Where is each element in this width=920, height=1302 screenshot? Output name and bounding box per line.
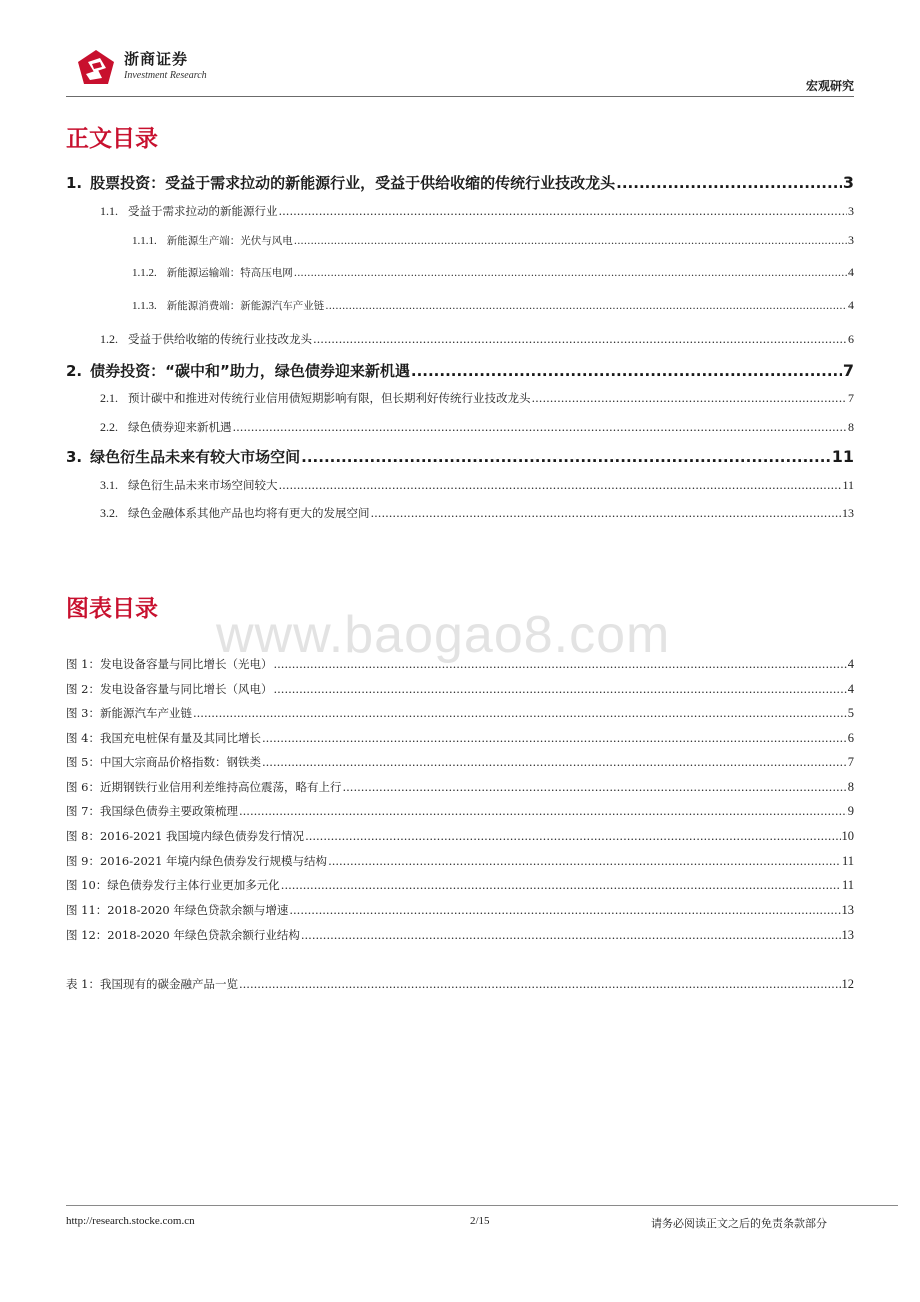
figure-page: 7 xyxy=(847,755,854,769)
toc-entry[interactable] xyxy=(100,203,854,219)
toc-entry[interactable] xyxy=(66,360,854,381)
toc-leader-dots xyxy=(325,300,847,312)
toc-entry-text: 绿色衍生品未来市场空间较大 xyxy=(128,478,278,492)
figure-text: 2018-2020 年绿色贷款余额与增速 xyxy=(107,903,289,917)
toc-entry-page: 6 xyxy=(848,332,854,346)
footer-disclaimer: 请务必阅读正文之后的免责条款部分 xyxy=(651,1217,827,1230)
toc-entry-page: 4 xyxy=(848,298,854,312)
toc-entry-number: 2. xyxy=(66,362,83,380)
figure-entry[interactable] xyxy=(66,779,854,795)
toc-entry-number: 1.1.1. xyxy=(132,235,157,247)
toc-entry-page: 3 xyxy=(842,173,854,192)
toc-entry[interactable] xyxy=(132,233,854,248)
figure-label: 图 12： xyxy=(66,928,108,942)
figure-text: 发电设备容量与同比增长（光电） xyxy=(99,657,273,671)
toc-entry[interactable] xyxy=(132,298,854,313)
table-entry[interactable] xyxy=(66,976,854,992)
figure-entry[interactable] xyxy=(66,705,854,721)
figure-page: 6 xyxy=(847,731,854,745)
figure-leader-dots xyxy=(262,755,847,769)
toc-entry-page: 3 xyxy=(848,204,854,218)
footer-divider xyxy=(66,1205,898,1206)
toc-entry-text: 债券投资：“碳中和”助力，绿色债券迎来新机遇 xyxy=(90,362,410,380)
figure-text: 绿色债券发行主体行业更加多元化 xyxy=(107,878,280,892)
figure-label: 图 3： xyxy=(66,706,100,720)
toc-entry-page: 8 xyxy=(848,420,854,434)
figure-label: 图 9： xyxy=(66,854,100,868)
figure-label: 图 2： xyxy=(66,682,100,696)
figure-text: 新能源汽车产业链 xyxy=(99,706,192,720)
toc-entry[interactable] xyxy=(100,331,854,347)
toc-entry[interactable] xyxy=(66,172,854,193)
toc-entry-number: 1.2. xyxy=(100,332,118,346)
figure-page: 10 xyxy=(841,829,854,843)
figure-page: 4 xyxy=(847,657,854,671)
toc-entry-page: 7 xyxy=(848,391,854,405)
table-text: 我国现有的碳金融产品一览 xyxy=(99,977,238,991)
table-page: 12 xyxy=(841,977,854,991)
figure-page: 4 xyxy=(847,682,854,696)
toc-entry-page: 7 xyxy=(842,361,854,380)
toc-leader-dots xyxy=(233,420,848,434)
figure-text: 2016-2021 我国境内绿色债券发行情况 xyxy=(99,829,305,843)
figure-entry[interactable] xyxy=(66,730,854,746)
toc-entry-text: 新能源消费端：新能源汽车产业链 xyxy=(166,300,325,312)
figure-entry[interactable] xyxy=(66,754,854,770)
toc-title: 正文目录 xyxy=(66,126,158,152)
page-header xyxy=(66,40,854,96)
toc-entry-page: 11 xyxy=(831,447,854,466)
figure-text: 我国充电桩保有量及其同比增长 xyxy=(99,731,261,745)
toc-entry-number: 3.1. xyxy=(100,478,118,492)
figure-text: 我国绿色债券主要政策梳理 xyxy=(99,804,238,818)
figure-leader-dots xyxy=(239,804,847,818)
figure-leader-dots xyxy=(342,780,846,794)
toc-leader-dots xyxy=(313,332,847,346)
toc-leader-dots xyxy=(279,204,848,218)
figure-page: 11 xyxy=(841,854,854,868)
toc-entry-page: 3 xyxy=(848,233,854,247)
toc-entry-text: 受益于需求拉动的新能源行业 xyxy=(128,204,278,218)
figure-label: 图 11： xyxy=(66,903,108,917)
figure-leader-dots xyxy=(273,682,846,696)
figure-entry[interactable] xyxy=(66,803,854,819)
figure-label: 图 7： xyxy=(66,804,100,818)
toc-entry-text: 新能源生产端：光伏与风电 xyxy=(166,235,293,247)
toc-entry-page: 11 xyxy=(842,478,854,492)
figure-label: 图 8： xyxy=(66,829,100,843)
figure-text: 中国大宗商品价格指数：钢铁类 xyxy=(99,755,261,769)
page-number: 2/15 xyxy=(470,1215,490,1227)
toc-entry-page: 4 xyxy=(848,265,854,279)
toc-entry-number: 3.2. xyxy=(100,506,118,520)
toc-entry[interactable] xyxy=(100,477,854,493)
figure-leader-dots xyxy=(305,829,840,843)
table-label: 表 1： xyxy=(66,977,100,991)
figures-title: 图表目录 xyxy=(66,596,158,622)
toc-entry[interactable] xyxy=(132,265,854,280)
toc-entry-text: 绿色金融体系其他产品也均将有更大的发展空间 xyxy=(128,506,370,520)
toc-entry[interactable] xyxy=(100,390,854,406)
toc-entry-text: 绿色债券迎来新机遇 xyxy=(128,420,232,434)
toc-leader-dots xyxy=(616,174,842,192)
logo-icon xyxy=(74,48,118,88)
toc-entry-text: 受益于供给收缩的传统行业技改龙头 xyxy=(128,332,312,346)
toc-leader-dots xyxy=(279,478,842,492)
toc-leader-dots xyxy=(371,506,842,520)
toc-entry-text: 预计碳中和推进对传统行业信用债短期影响有限，但长期利好传统行业技改龙头 xyxy=(128,391,531,405)
figure-text: 2016-2021 年境内绿色债券发行规模与结构 xyxy=(99,854,328,868)
figure-entry[interactable] xyxy=(66,902,854,918)
figure-leader-dots xyxy=(281,878,841,892)
figure-leader-dots xyxy=(273,657,846,671)
toc-entry[interactable] xyxy=(100,419,854,435)
toc-entry[interactable] xyxy=(66,446,854,467)
toc-leader-dots xyxy=(301,448,831,466)
toc-entry-number: 1. xyxy=(66,174,83,192)
figure-label: 图 4： xyxy=(66,731,100,745)
figure-text: 2018-2020 年绿色贷款余额行业结构 xyxy=(107,928,300,942)
figure-label: 图 1： xyxy=(66,657,100,671)
toc-entry-text: 股票投资：受益于需求拉动的新能源行业，受益于供给收缩的传统行业技改龙头 xyxy=(90,174,616,192)
figure-page: 8 xyxy=(847,780,854,794)
toc-entry[interactable] xyxy=(100,505,854,521)
toc-leader-dots xyxy=(532,391,848,405)
figure-leader-dots xyxy=(328,854,841,868)
toc-entry-number: 1.1.2. xyxy=(132,267,157,279)
figure-leader-dots xyxy=(301,928,841,942)
figure-leader-dots xyxy=(289,903,840,917)
figure-text: 近期钢铁行业信用利差维持高位震荡，略有上行 xyxy=(99,780,342,794)
figure-entry[interactable] xyxy=(66,681,854,697)
watermark: www.baogao8.com xyxy=(216,606,671,664)
table-leader-dots xyxy=(239,977,841,991)
toc-entry-text: 新能源运输端：特高压电网 xyxy=(166,267,293,279)
figure-text: 发电设备容量与同比增长（风电） xyxy=(99,682,273,696)
figure-label: 图 5： xyxy=(66,755,100,769)
figure-page: 11 xyxy=(841,878,854,892)
figure-page: 13 xyxy=(841,903,854,917)
company-name-en: Investment Research xyxy=(124,70,207,81)
header-divider xyxy=(66,96,854,97)
toc-entry-text: 绿色衍生品未来有较大市场空间 xyxy=(90,448,301,466)
toc-leader-dots xyxy=(411,362,842,380)
report-section: 宏观研究 xyxy=(805,79,854,93)
figure-page: 5 xyxy=(847,706,854,720)
figure-label: 图 10： xyxy=(66,878,108,892)
figure-entry[interactable] xyxy=(66,828,854,844)
figure-label: 图 6： xyxy=(66,780,100,794)
toc-leader-dots xyxy=(294,267,847,279)
toc-entry-number: 1.1. xyxy=(100,204,118,218)
toc-leader-dots xyxy=(294,235,847,247)
toc-entry-page: 13 xyxy=(842,506,854,520)
toc-entry-number: 3. xyxy=(66,448,83,466)
figure-leader-dots xyxy=(262,731,847,745)
figure-entry[interactable] xyxy=(66,877,854,893)
company-name-cn: 浙商证券 xyxy=(124,50,189,68)
figure-entry[interactable] xyxy=(66,927,854,943)
toc-entry-number: 2.1. xyxy=(100,391,118,405)
footer-url[interactable]: http://research.stocke.com.cn xyxy=(66,1215,195,1227)
figure-entry[interactable] xyxy=(66,853,854,869)
figure-page: 9 xyxy=(847,804,854,818)
toc-entry-number: 2.2. xyxy=(100,420,118,434)
figure-page: 13 xyxy=(841,928,854,942)
toc-entry-number: 1.1.3. xyxy=(132,300,157,312)
figure-entry[interactable] xyxy=(66,656,854,672)
figure-leader-dots xyxy=(193,706,847,720)
